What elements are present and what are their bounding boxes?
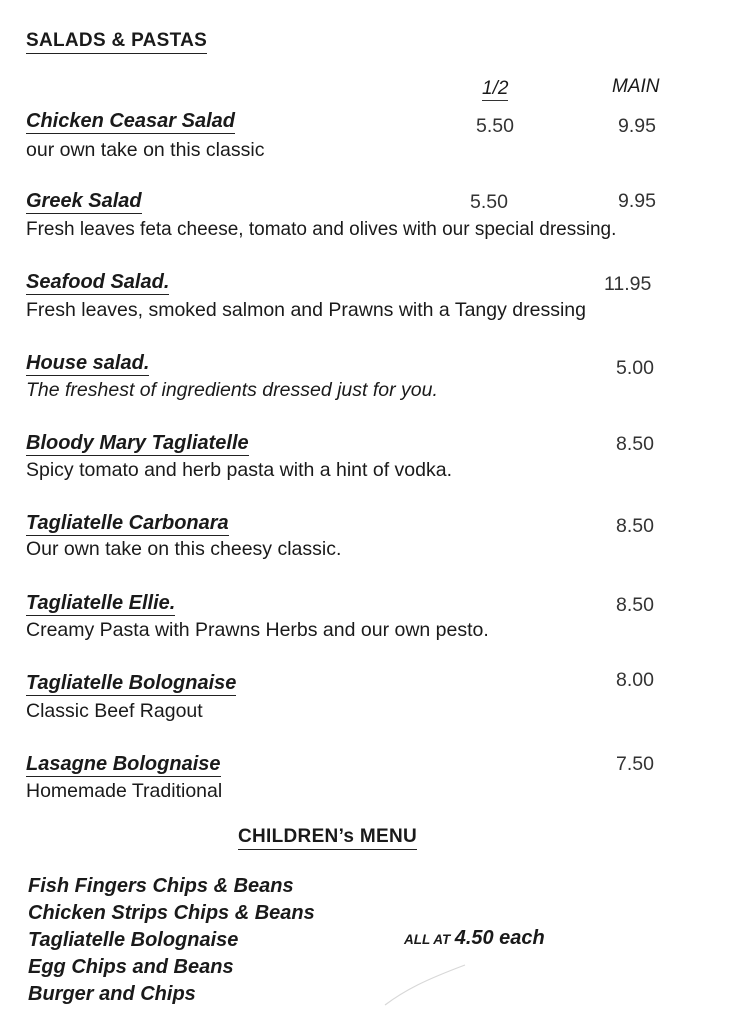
menu-item-description: Classic Beef Ragout [26, 700, 203, 722]
children-price-prefix: ALL AT [404, 932, 451, 947]
children-price-note [404, 927, 545, 950]
children-price-value: 4.50 each [454, 927, 545, 949]
menu-item-main-price: 5.00 [616, 357, 654, 379]
half-portion-column-header: 1/2 [482, 78, 509, 99]
menu-item-name: Tagliatelle Ellie. [26, 592, 176, 614]
children-menu-item: Chicken Strips Chips & Beans [28, 902, 315, 924]
menu-item-description: Homemade Traditional [26, 780, 223, 802]
children-menu-title: CHILDREN’s MENU [238, 826, 417, 850]
menu-item-name: House salad. [26, 352, 150, 374]
menu-item-description: Fresh leaves, smoked salmon and Prawns with a Tangy dressing [26, 299, 586, 321]
menu-item-half-price: 5.50 [470, 191, 508, 213]
menu-item-main-price: 8.50 [616, 515, 654, 537]
children-menu-item: Tagliatelle Bolognaise [28, 929, 239, 951]
menu-item-main-price: 8.50 [616, 433, 654, 455]
menu-item-half-price: 5.50 [476, 115, 514, 137]
menu-item-name: Tagliatelle Bolognaise [26, 672, 237, 694]
menu-item-main-price: 7.50 [616, 753, 654, 775]
menu-item-description: Spicy tomato and herb pasta with a hint of vodka. [26, 459, 453, 481]
menu-item-main-price: 8.00 [616, 669, 654, 691]
menu-item-description: Creamy Pasta with Prawns Herbs and our own pesto. [26, 619, 489, 641]
menu-item-name: Greek Salad [26, 190, 142, 212]
menu-item-name: Chicken Ceasar Salad [26, 110, 235, 132]
menu-item-main-price: 8.50 [616, 594, 654, 616]
menu-item-name: Bloody Mary Tagliatelle [26, 432, 249, 454]
menu-item-name: Seafood Salad. [26, 271, 170, 293]
main-portion-column-header: MAIN [612, 76, 660, 97]
children-menu-item: Egg Chips and Beans [28, 956, 234, 978]
children-menu-item: Burger and Chips [28, 983, 196, 1005]
menu-item-name: Lasagne Bolognaise [26, 753, 221, 775]
menu-item-main-price: 9.95 [618, 115, 656, 137]
menu-item-main-price: 11.95 [604, 273, 652, 295]
menu-item-description: Fresh leaves feta cheese, tomato and olives with our special dressing. [26, 219, 617, 240]
children-menu-item: Fish Fingers Chips & Beans [28, 875, 294, 897]
menu-item-description: Our own take on this cheesy classic. [26, 538, 342, 560]
menu-item-description: The freshest of ingredients dressed just for you. [26, 379, 438, 401]
menu-item-main-price: 9.95 [618, 190, 656, 212]
section-title: SALADS & PASTAS [26, 30, 207, 54]
pen-mark [380, 960, 470, 1010]
menu-item-description: our own take on this classic [26, 139, 265, 161]
menu-item-name: Tagliatelle Carbonara [26, 512, 229, 534]
